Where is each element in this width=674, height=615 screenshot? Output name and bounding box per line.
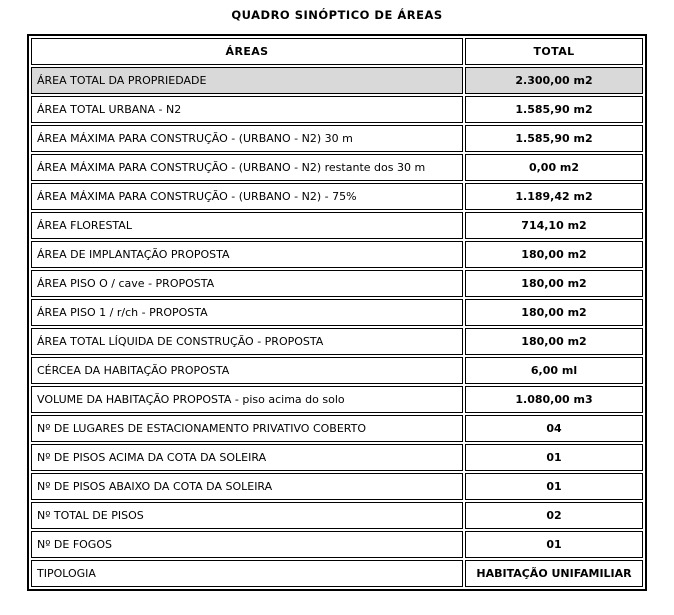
table-row (31, 531, 643, 558)
area-value: 180,00 m2 (465, 241, 643, 268)
area-label: ÁREA TOTAL URBANA - N2 (31, 96, 463, 123)
table-row (31, 241, 643, 268)
column-header-areas: ÁREAS (31, 38, 463, 65)
area-label: ÁREA TOTAL LÍQUIDA DE CONSTRUÇÃO - PROPOSTA (31, 328, 463, 355)
table-row (31, 502, 643, 529)
table-row (31, 473, 643, 500)
area-value: 1.585,90 m2 (465, 125, 643, 152)
table-row (31, 328, 643, 355)
area-value: 01 (465, 444, 643, 471)
area-label: ÁREA PISO 1 / r/ch - PROPOSTA (31, 299, 463, 326)
area-value: 1.189,42 m2 (465, 183, 643, 210)
area-label: ÁREA MÁXIMA PARA CONSTRUÇÃO - (URBANO - N2) 30 m (31, 125, 463, 152)
table-row (31, 67, 643, 94)
areas-table-body (31, 67, 643, 587)
area-label: CÉRCEA DA HABITAÇÃO PROPOSTA (31, 357, 463, 384)
area-value: 01 (465, 473, 643, 500)
area-value: 02 (465, 502, 643, 529)
area-label: Nº DE PISOS ABAIXO DA COTA DA SOLEIRA (31, 473, 463, 500)
table-row (31, 386, 643, 413)
area-value: HABITAÇÃO UNIFAMILIAR (465, 560, 643, 587)
area-value: 1.080,00 m3 (465, 386, 643, 413)
area-label: ÁREA MÁXIMA PARA CONSTRUÇÃO - (URBANO - N2) restante dos 30 m (31, 154, 463, 181)
area-label: ÁREA PISO O / cave - PROPOSTA (31, 270, 463, 297)
area-value: 0,00 m2 (465, 154, 643, 181)
area-label: VOLUME DA HABITAÇÃO PROPOSTA - piso acima do solo (31, 386, 463, 413)
table-row (31, 96, 643, 123)
area-label: Nº DE FOGOS (31, 531, 463, 558)
table-row (31, 444, 643, 471)
area-value: 04 (465, 415, 643, 442)
table-row (31, 357, 643, 384)
page-title: QUADRO SINÓPTICO DE ÁREAS (231, 8, 443, 22)
area-label: ÁREA MÁXIMA PARA CONSTRUÇÃO - (URBANO - N2) - 75% (31, 183, 463, 210)
area-value: 180,00 m2 (465, 328, 643, 355)
area-label: Nº DE LUGARES DE ESTACIONAMENTO PRIVATIVO COBERTO (31, 415, 463, 442)
area-value: 180,00 m2 (465, 270, 643, 297)
area-label: ÁREA TOTAL DA PROPRIEDADE (31, 67, 463, 94)
table-row (31, 183, 643, 210)
area-label: Nº DE PISOS ACIMA DA COTA DA SOLEIRA (31, 444, 463, 471)
table-row (31, 270, 643, 297)
area-value: 6,00 ml (465, 357, 643, 384)
area-value: 01 (465, 531, 643, 558)
area-value: 714,10 m2 (465, 212, 643, 239)
area-label: ÁREA FLORESTAL (31, 212, 463, 239)
area-label: Nº TOTAL DE PISOS (31, 502, 463, 529)
areas-table (27, 34, 647, 591)
table-header-row (31, 38, 643, 65)
table-row (31, 212, 643, 239)
table-row (31, 154, 643, 181)
table-row (31, 299, 643, 326)
area-label: ÁREA DE IMPLANTAÇÃO PROPOSTA (31, 241, 463, 268)
table-row (31, 560, 643, 587)
column-header-total: TOTAL (465, 38, 643, 65)
area-value: 1.585,90 m2 (465, 96, 643, 123)
area-label: TIPOLOGIA (31, 560, 463, 587)
area-value: 2.300,00 m2 (465, 67, 643, 94)
area-value: 180,00 m2 (465, 299, 643, 326)
table-row (31, 415, 643, 442)
table-row (31, 125, 643, 152)
